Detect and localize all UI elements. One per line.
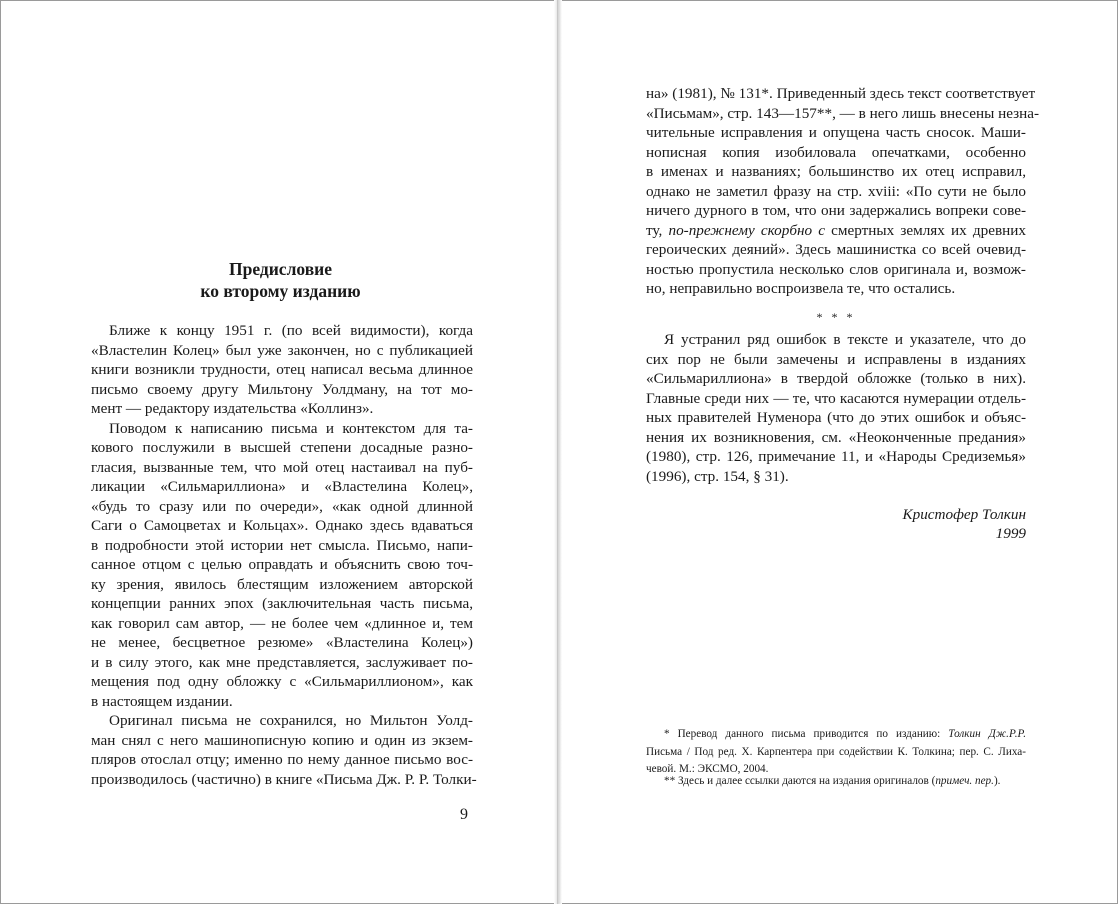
- text-line: концепции ранних эпох (заключительная часть письма,: [91, 595, 473, 612]
- left-body-text: [91, 321, 477, 789]
- text-line-mixed: [646, 221, 1026, 241]
- page-title-line-2: ко второму изданию: [200, 281, 361, 301]
- text-line: Саги о Самоцветах и Кольцах». Однако здесь вдаваться: [91, 517, 473, 534]
- text-line: производилось (частично) в книге «Письма Дж. Р. Р. Толки-: [91, 770, 477, 788]
- text-line: героических деяний». Здесь машинистка со всей очевид-: [646, 241, 1026, 258]
- footnote-line: [646, 773, 1026, 791]
- text-line: ман снял с него машинописную копию и один из экзем-: [91, 731, 473, 749]
- text-line: санное отцом с целью оправдать и объяснить свою точ-: [91, 556, 473, 573]
- text-line: ностью пропустила несколько слов оригинала и, возмож-: [646, 260, 1026, 278]
- text-fragment: * Перевод данного письма приводится по изданию:: [664, 728, 949, 740]
- text-line: Оригинал письма не сохранился, но Мильтон Уолд-: [109, 712, 473, 729]
- italic-quote: по-прежнему скорбно с: [668, 221, 825, 239]
- page-number: 9: [460, 806, 468, 823]
- text-line: «Властелин Колец» был уже закончен, но с публикацией: [91, 341, 473, 359]
- signature-name: Кристофер Толкин: [902, 506, 1026, 523]
- text-fragment: ).: [993, 775, 1001, 787]
- text-line: ликации «Сильмариллиона» и «Властелина Колец»,: [91, 478, 473, 495]
- text-line: мент — редактору издательства «Коллинз».: [91, 400, 374, 417]
- text-line: однако не заметил фразу на стр. xviii: «По сути не было: [646, 182, 1026, 200]
- text-line: (1996), стр. 154, § 31).: [646, 467, 789, 485]
- page-title: [88, 258, 473, 302]
- text-line: Я устранил ряд ошибок в тексте и указателе, что до: [664, 331, 1026, 348]
- text-line: ничего дурного в том, что они задержались вопреки сове-: [646, 202, 1026, 219]
- left-page: [0, 0, 555, 904]
- page-title-line-1: Предисловие: [228, 259, 333, 279]
- italic-author: Толкин Дж.Р.Р.: [948, 728, 1026, 740]
- footnote-1: [646, 726, 1026, 779]
- text-line: сих пор не были замечены и исправлены в изданиях: [646, 350, 1026, 368]
- text-line: книги возникли трудности, отец написал весьма длинное: [91, 361, 473, 378]
- text-line: нения их возникновения, см. «Неоконченные предания»: [646, 428, 1026, 446]
- right-body-text-2: [646, 330, 1026, 486]
- text-line: «Сильмариллиона» в твердой обложке (только в них).: [646, 370, 1026, 387]
- text-line: ку зрения, явилось блестящим изложением авторской: [91, 575, 473, 593]
- text-line: «будь то сразу или по очереди», «как одной длинной: [91, 497, 473, 515]
- section-separator: * * *: [816, 310, 856, 324]
- text-line: и в силу этого, как мне представляется, заслуживает по-: [91, 653, 473, 671]
- footnote-line: Письма / Под ред. Х. Карпентера при содействии К. Толкина; пер. С. Лиха-: [646, 745, 1026, 758]
- text-line: мещения под одну обложку с «Сильмариллионом», как: [91, 673, 473, 690]
- text-line: в настоящем издании.: [91, 692, 233, 710]
- text-line: но, неправильно воспроизвела те, что остались.: [646, 280, 956, 297]
- footnote-line: [646, 726, 1026, 744]
- book-spine-shadow: [554, 0, 562, 904]
- text-line: на» (1981), № 131*. Приведенный здесь текст соответствует: [646, 85, 1036, 102]
- footnote-line: чевой. М.: ЭКСМО, 2004.: [646, 763, 769, 775]
- text-line: гласия, вызванные тем, что мой отец настаивал на пуб-: [91, 458, 473, 476]
- book-gutter-line: [557, 0, 558, 904]
- text-line: в подробности этой истории нет смысла. Письмо, напи-: [91, 536, 473, 554]
- text-fragment: ту,: [646, 221, 669, 239]
- text-line: пляров отослал отцу; именно по нему данное письмо вос-: [91, 751, 473, 768]
- footnote-2: [646, 773, 1026, 791]
- right-page: [563, 0, 1118, 904]
- text-line: чительные исправления и опущена часть сносок. Маши-: [646, 124, 1026, 141]
- text-line: ных правителей Нуменора (что до этих ошибок и объяс-: [646, 409, 1026, 426]
- text-line: Ближе к концу 1951 г. (по всей видимости), когда: [109, 322, 473, 339]
- signature-year: 1999: [995, 525, 1026, 542]
- text-line: письмо своему другу Мильтону Уолдману, на тот мо-: [91, 380, 473, 398]
- text-fragment: ** Здесь и далее ссылки даются на издания оригиналов (: [664, 775, 936, 787]
- italic-note: примеч. пер.: [935, 775, 994, 787]
- text-line: Поводом к написанию письма и контекстом для та-: [109, 419, 473, 437]
- text-line: в именах и названиях; большинство их отец исправил,: [646, 163, 1026, 180]
- text-line: нописная копия изобиловала опечатками, особенно: [646, 143, 1026, 161]
- text-line: Главные среди них — те, что касаются нумерации отдель-: [646, 389, 1026, 407]
- text-line: (1980), стр. 126, примечание 11, и «Народы Средиземья»: [646, 448, 1026, 465]
- text-line: кового послужили в высшей степени досадные разно-: [91, 439, 473, 456]
- text-line: как говорил сам автор, — не более чем «длинное и, тем: [91, 614, 473, 632]
- right-body-text: [646, 84, 1040, 299]
- text-line: не менее, бесцветное резюме» «Властелина Колец»): [91, 634, 473, 651]
- text-fragment: смертных землях их древних: [825, 221, 1026, 239]
- text-line: «Письмам», стр. 143—157**, — в него лишь внесены незна-: [646, 104, 1040, 122]
